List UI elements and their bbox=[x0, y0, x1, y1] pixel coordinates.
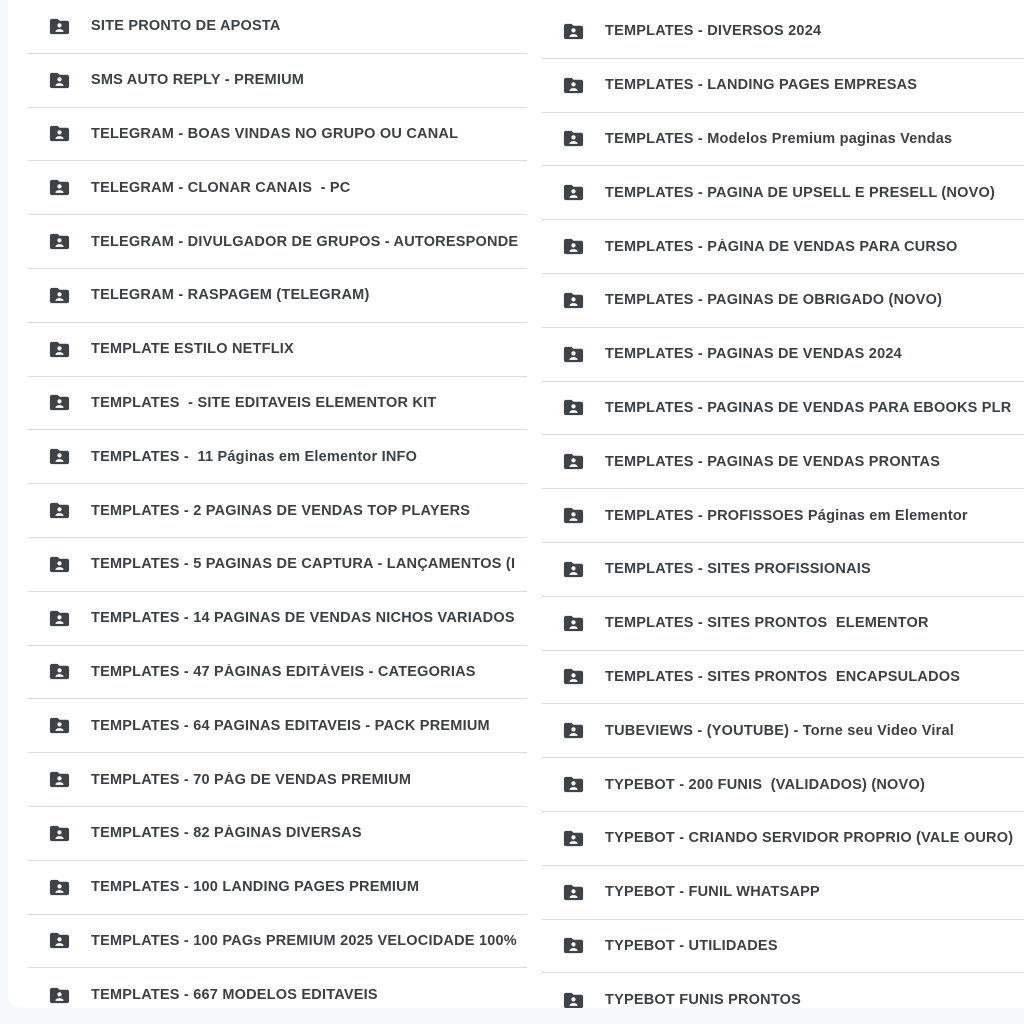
shared-folder-icon bbox=[562, 612, 585, 635]
shared-folder-icon bbox=[48, 876, 71, 899]
folder-name: TEMPLATES - PAGINAS DE OBRIGADO (NOVO) bbox=[605, 292, 943, 309]
shared-folder-icon bbox=[562, 74, 585, 97]
shared-folder-icon bbox=[562, 719, 585, 742]
folder-row[interactable] bbox=[28, 538, 527, 592]
shared-folder-icon bbox=[48, 984, 71, 1007]
shared-folder-icon bbox=[48, 176, 71, 199]
shared-folder-icon bbox=[48, 230, 71, 253]
folder-row[interactable] bbox=[28, 484, 527, 538]
folder-name: TEMPLATES - PROFISSOES Páginas em Elementor bbox=[605, 507, 968, 524]
shared-folder-icon bbox=[48, 69, 71, 92]
folder-row[interactable] bbox=[28, 108, 527, 162]
shared-folder-icon bbox=[562, 881, 585, 904]
folder-list-right-column bbox=[542, 0, 1024, 1008]
shared-folder-icon bbox=[48, 122, 71, 145]
shared-folder-icon bbox=[48, 607, 71, 630]
folder-row[interactable] bbox=[28, 592, 527, 646]
shared-folder-icon bbox=[562, 20, 585, 43]
folder-name: TYPEBOT - CRIANDO SERVIDOR PROPRIO (VALE OURO) bbox=[605, 830, 1014, 847]
folder-row[interactable] bbox=[542, 166, 1024, 220]
folder-row[interactable] bbox=[28, 646, 527, 700]
folder-row[interactable] bbox=[542, 812, 1024, 866]
folder-name: TEMPLATES - SITES PRONTOS ELEMENTOR bbox=[605, 615, 929, 632]
folder-name: SITE PRONTO DE APOSTA bbox=[91, 18, 281, 35]
shared-folder-icon bbox=[562, 181, 585, 204]
shared-folder-icon bbox=[562, 450, 585, 473]
folder-row[interactable] bbox=[542, 382, 1024, 436]
folder-row[interactable] bbox=[542, 113, 1024, 167]
folder-name: TELEGRAM - CLONAR CANAIS - PC bbox=[91, 179, 351, 196]
folder-name: TEMPLATES - PAGINAS DE VENDAS 2024 bbox=[605, 346, 902, 363]
folder-name: TEMPLATES - 47 PÁGINAS EDITÁVEIS - CATEGORIAS bbox=[91, 663, 476, 680]
folder-name: TEMPLATES - PÁGINA DE VENDAS PARA CURSO bbox=[605, 238, 958, 255]
folder-list-card bbox=[8, 0, 1024, 1008]
folder-name: TEMPLATES - 5 PAGINAS DE CAPTURA - LANÇAMENTOS (I bbox=[91, 556, 516, 573]
folder-name: TEMPLATES - 11 Páginas em Elementor INFO bbox=[91, 448, 418, 465]
folder-row[interactable] bbox=[542, 5, 1024, 59]
folder-row[interactable] bbox=[28, 161, 527, 215]
folder-name: TUBEVIEWS - (YOUTUBE) - Torne seu Video Viral bbox=[605, 722, 954, 739]
shared-folder-icon bbox=[562, 504, 585, 527]
folder-row[interactable] bbox=[28, 377, 527, 431]
folder-row[interactable] bbox=[542, 920, 1024, 974]
folder-name: TEMPLATES - LANDING PAGES EMPRESAS bbox=[605, 77, 918, 94]
shared-folder-icon bbox=[562, 773, 585, 796]
folder-row[interactable] bbox=[542, 704, 1024, 758]
folder-row[interactable] bbox=[542, 866, 1024, 920]
folder-name: TEMPLATES - Modelos Premium paginas Vendas bbox=[605, 130, 953, 147]
shared-folder-icon bbox=[48, 714, 71, 737]
folder-row[interactable] bbox=[28, 968, 527, 1008]
shared-folder-icon bbox=[562, 558, 585, 581]
folder-name: TEMPLATES - PAGINAS DE VENDAS PRONTAS bbox=[605, 453, 941, 470]
folder-row[interactable] bbox=[542, 59, 1024, 113]
folder-name: TELEGRAM - RASPAGEM (TELEGRAM) bbox=[91, 287, 370, 304]
folder-row[interactable] bbox=[28, 807, 527, 861]
folder-row[interactable] bbox=[28, 54, 527, 108]
folder-name: TEMPLATES - 82 PÁGINAS DIVERSAS bbox=[91, 825, 362, 842]
folder-name: TEMPLATES - 100 PAGs PREMIUM 2025 VELOCIDADE 100% bbox=[91, 932, 517, 949]
shared-folder-icon bbox=[48, 499, 71, 522]
folder-row[interactable] bbox=[28, 430, 527, 484]
folder-name: TEMPLATES - SITE EDITAVEIS ELEMENTOR KIT bbox=[91, 394, 437, 411]
folder-row[interactable] bbox=[542, 435, 1024, 489]
shared-folder-icon bbox=[48, 660, 71, 683]
shared-folder-icon bbox=[48, 768, 71, 791]
folder-list-left-column bbox=[28, 0, 527, 1008]
shared-folder-icon bbox=[562, 665, 585, 688]
shared-folder-icon bbox=[48, 929, 71, 952]
shared-folder-icon bbox=[562, 289, 585, 312]
folder-row[interactable] bbox=[542, 597, 1024, 651]
folder-row[interactable] bbox=[542, 274, 1024, 328]
folder-name: TEMPLATES - PAGINA DE UPSELL E PRESELL (NOVO) bbox=[605, 184, 996, 201]
shared-folder-icon bbox=[562, 396, 585, 419]
folder-row[interactable] bbox=[28, 699, 527, 753]
folder-name: TYPEBOT - UTILIDADES bbox=[605, 937, 778, 954]
shared-folder-icon bbox=[562, 934, 585, 957]
folder-name: SMS AUTO REPLY - PREMIUM bbox=[91, 72, 305, 89]
folder-row[interactable] bbox=[28, 861, 527, 915]
folder-name: TELEGRAM - DIVULGADOR DE GRUPOS - AUTORESPONDE bbox=[91, 233, 519, 250]
shared-folder-icon bbox=[562, 989, 585, 1008]
folder-name: TEMPLATES - 14 PAGINAS DE VENDAS NICHOS VARIADOS bbox=[91, 610, 515, 627]
folder-row[interactable] bbox=[28, 323, 527, 377]
shared-folder-icon bbox=[562, 343, 585, 366]
folder-name: TYPEBOT - 200 FUNIS (VALIDADOS) (NOVO) bbox=[605, 776, 925, 793]
folder-row[interactable] bbox=[28, 269, 527, 323]
folder-row[interactable] bbox=[542, 220, 1024, 274]
shared-folder-icon bbox=[48, 445, 71, 468]
shared-folder-icon bbox=[48, 338, 71, 361]
shared-folder-icon bbox=[48, 391, 71, 414]
shared-folder-icon bbox=[562, 127, 585, 150]
folder-name: TEMPLATES - SITES PRONTOS ENCAPSULADOS bbox=[605, 668, 961, 685]
folder-row[interactable] bbox=[542, 543, 1024, 597]
folder-name: TEMPLATES - 64 PAGINAS EDITAVEIS - PACK PREMIUM bbox=[91, 717, 490, 734]
folder-row[interactable] bbox=[28, 753, 527, 807]
shared-folder-icon bbox=[48, 15, 71, 38]
folder-row[interactable] bbox=[542, 489, 1024, 543]
folder-row[interactable] bbox=[542, 758, 1024, 812]
shared-folder-icon bbox=[48, 822, 71, 845]
folder-name: TEMPLATES - 100 LANDING PAGES PREMIUM bbox=[91, 879, 420, 896]
folder-name: TEMPLATES - DIVERSOS 2024 bbox=[605, 23, 822, 40]
folder-name: TELEGRAM - BOAS VINDAS NO GRUPO OU CANAL bbox=[91, 125, 459, 142]
folder-name: TEMPLATES - PAGINAS DE VENDAS PARA EBOOKS PLR bbox=[605, 399, 1012, 416]
folder-name: TEMPLATES - 70 PÁG DE VENDAS PREMIUM bbox=[91, 771, 412, 788]
folder-row[interactable] bbox=[542, 328, 1024, 382]
folder-name: TYPEBOT - FUNIL WHATSAPP bbox=[605, 884, 820, 901]
folder-name: TEMPLATE ESTILO NETFLIX bbox=[91, 341, 294, 358]
folder-row[interactable] bbox=[28, 215, 527, 269]
folder-row[interactable] bbox=[542, 651, 1024, 705]
folder-row[interactable] bbox=[28, 915, 527, 969]
folder-name: TEMPLATES - 667 MODELOS EDITAVEIS bbox=[91, 987, 378, 1004]
folder-name: TEMPLATES - SITES PROFISSIONAIS bbox=[605, 561, 871, 578]
folder-name: TEMPLATES - 2 PAGINAS DE VENDAS TOP PLAYERS bbox=[91, 502, 471, 519]
shared-folder-icon bbox=[48, 553, 71, 576]
folder-row[interactable] bbox=[542, 973, 1024, 1008]
shared-folder-icon bbox=[562, 827, 585, 850]
folder-row[interactable] bbox=[28, 0, 527, 54]
shared-folder-icon bbox=[562, 235, 585, 258]
shared-folder-icon bbox=[48, 284, 71, 307]
folder-name: TYPEBOT FUNIS PRONTOS bbox=[605, 992, 802, 1008]
